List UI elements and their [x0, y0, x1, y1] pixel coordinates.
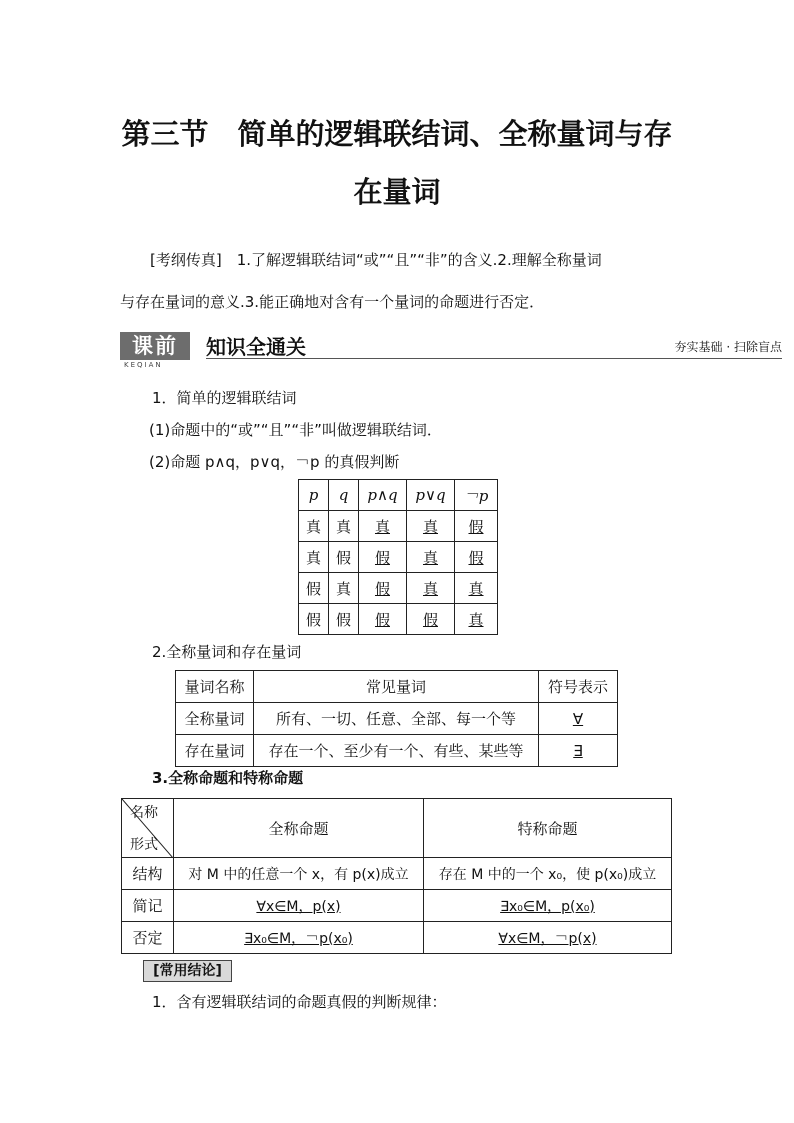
- quantifier-examples: 存在一个、至少有一个、有些、某些等: [254, 735, 539, 767]
- truth-cell: 真: [329, 573, 359, 604]
- quantifier-name: 存在量词: [176, 735, 254, 767]
- conclusion-tag: [常用结论]: [143, 960, 232, 982]
- truth-cell: 真: [407, 573, 455, 604]
- truth-cell: 假: [359, 542, 407, 573]
- intro-line1: [考纲传真] 1.了解逻辑联结词“或”“且”“非”的含义.2.理解全称量词: [150, 251, 602, 269]
- table-row: [299, 542, 498, 573]
- banner-heading: 知识全通关: [206, 335, 306, 359]
- section1-item1: (1)命题中的“或”“且”“非”叫做逻辑联结词．: [149, 421, 442, 439]
- truth-cell: 假: [359, 604, 407, 635]
- quantifier-symbol: ∃: [539, 735, 618, 767]
- table-row: [176, 735, 618, 767]
- truth-header: q: [329, 480, 359, 511]
- universal-cell: 对 M 中的任意一个 x，有 p(x)成立: [174, 858, 424, 890]
- table-row: [299, 511, 498, 542]
- quantifier-symbol: ∀: [539, 703, 618, 735]
- truth-cell: 假: [455, 511, 498, 542]
- truth-cell: 真: [299, 542, 329, 573]
- page-title-line2: 在量词: [353, 175, 441, 209]
- truth-cell: 真: [407, 542, 455, 573]
- quantifier-examples: 所有、一切、任意、全部、每一个等: [254, 703, 539, 735]
- truth-table: [298, 479, 498, 635]
- page-title-line1: 第三节 简单的逻辑联结词、全称量词与存: [121, 117, 673, 151]
- truth-cell: 真: [299, 511, 329, 542]
- quantifier-header: 常见量词: [254, 671, 539, 703]
- table-row: [176, 703, 618, 735]
- corner-top-label: 名称: [130, 805, 158, 821]
- conclusion-item1: 1．含有逻辑联结词的命题真假的判断规律：: [152, 993, 447, 1011]
- truth-header: p∨q: [407, 480, 455, 511]
- truth-cell: 真: [455, 573, 498, 604]
- proposition-header: 全称命题: [174, 799, 424, 858]
- section2-title: 2.全称量词和存在量词: [152, 643, 302, 661]
- truth-cell: 假: [329, 542, 359, 573]
- truth-header: p: [299, 480, 329, 511]
- truth-cell: 假: [359, 573, 407, 604]
- corner-bottom-label: 形式: [130, 837, 158, 853]
- truth-header: p∧q: [359, 480, 407, 511]
- section3-title: 3.全称命题和特称命题: [152, 769, 304, 787]
- truth-cell: 假: [455, 542, 498, 573]
- table-row: [122, 922, 672, 954]
- section-banner: [120, 330, 782, 370]
- truth-cell: 假: [299, 573, 329, 604]
- banner-divider: [206, 358, 782, 359]
- quantifier-table: [175, 670, 618, 767]
- row-label: 否定: [122, 922, 174, 954]
- table-row: [122, 890, 672, 922]
- banner-tag-pinyin: KEQIAN: [124, 361, 163, 369]
- section1-item2: (2)命题 p∧q，p∨q，￢p 的真假判断: [149, 453, 400, 471]
- banner-tag: 课前: [120, 332, 190, 360]
- truth-cell: 假: [299, 604, 329, 635]
- truth-cell: 假: [329, 604, 359, 635]
- table-row: [299, 604, 498, 635]
- table-row: [299, 573, 498, 604]
- existential-cell: 存在 M 中的一个 x₀，使 p(x₀)成立: [424, 858, 672, 890]
- proposition-table: [121, 798, 672, 954]
- existential-cell: ∃x₀∈M，p(x₀): [424, 890, 672, 922]
- proposition-header: 特称命题: [424, 799, 672, 858]
- table-row: [122, 858, 672, 890]
- diagonal-header-cell: [122, 799, 174, 858]
- truth-cell: 真: [329, 511, 359, 542]
- banner-right-text: 夯实基础 · 扫除盲点: [674, 340, 782, 354]
- universal-cell: ∃x₀∈M，￢p(x₀): [174, 922, 424, 954]
- quantifier-header: 符号表示: [539, 671, 618, 703]
- truth-cell: 真: [407, 511, 455, 542]
- truth-cell: 真: [359, 511, 407, 542]
- quantifier-name: 全称量词: [176, 703, 254, 735]
- existential-cell: ∀x∈M，￢p(x): [424, 922, 672, 954]
- quantifier-header: 量词名称: [176, 671, 254, 703]
- truth-cell: 假: [407, 604, 455, 635]
- row-label: 简记: [122, 890, 174, 922]
- section1-title: 1．简单的逻辑联结词: [152, 389, 297, 407]
- row-label: 结构: [122, 858, 174, 890]
- intro-line2: 与存在量词的意义.3.能正确地对含有一个量词的命题进行否定．: [120, 293, 545, 311]
- truth-cell: 真: [455, 604, 498, 635]
- universal-cell: ∀x∈M，p(x): [174, 890, 424, 922]
- truth-header: ￢p: [455, 480, 498, 511]
